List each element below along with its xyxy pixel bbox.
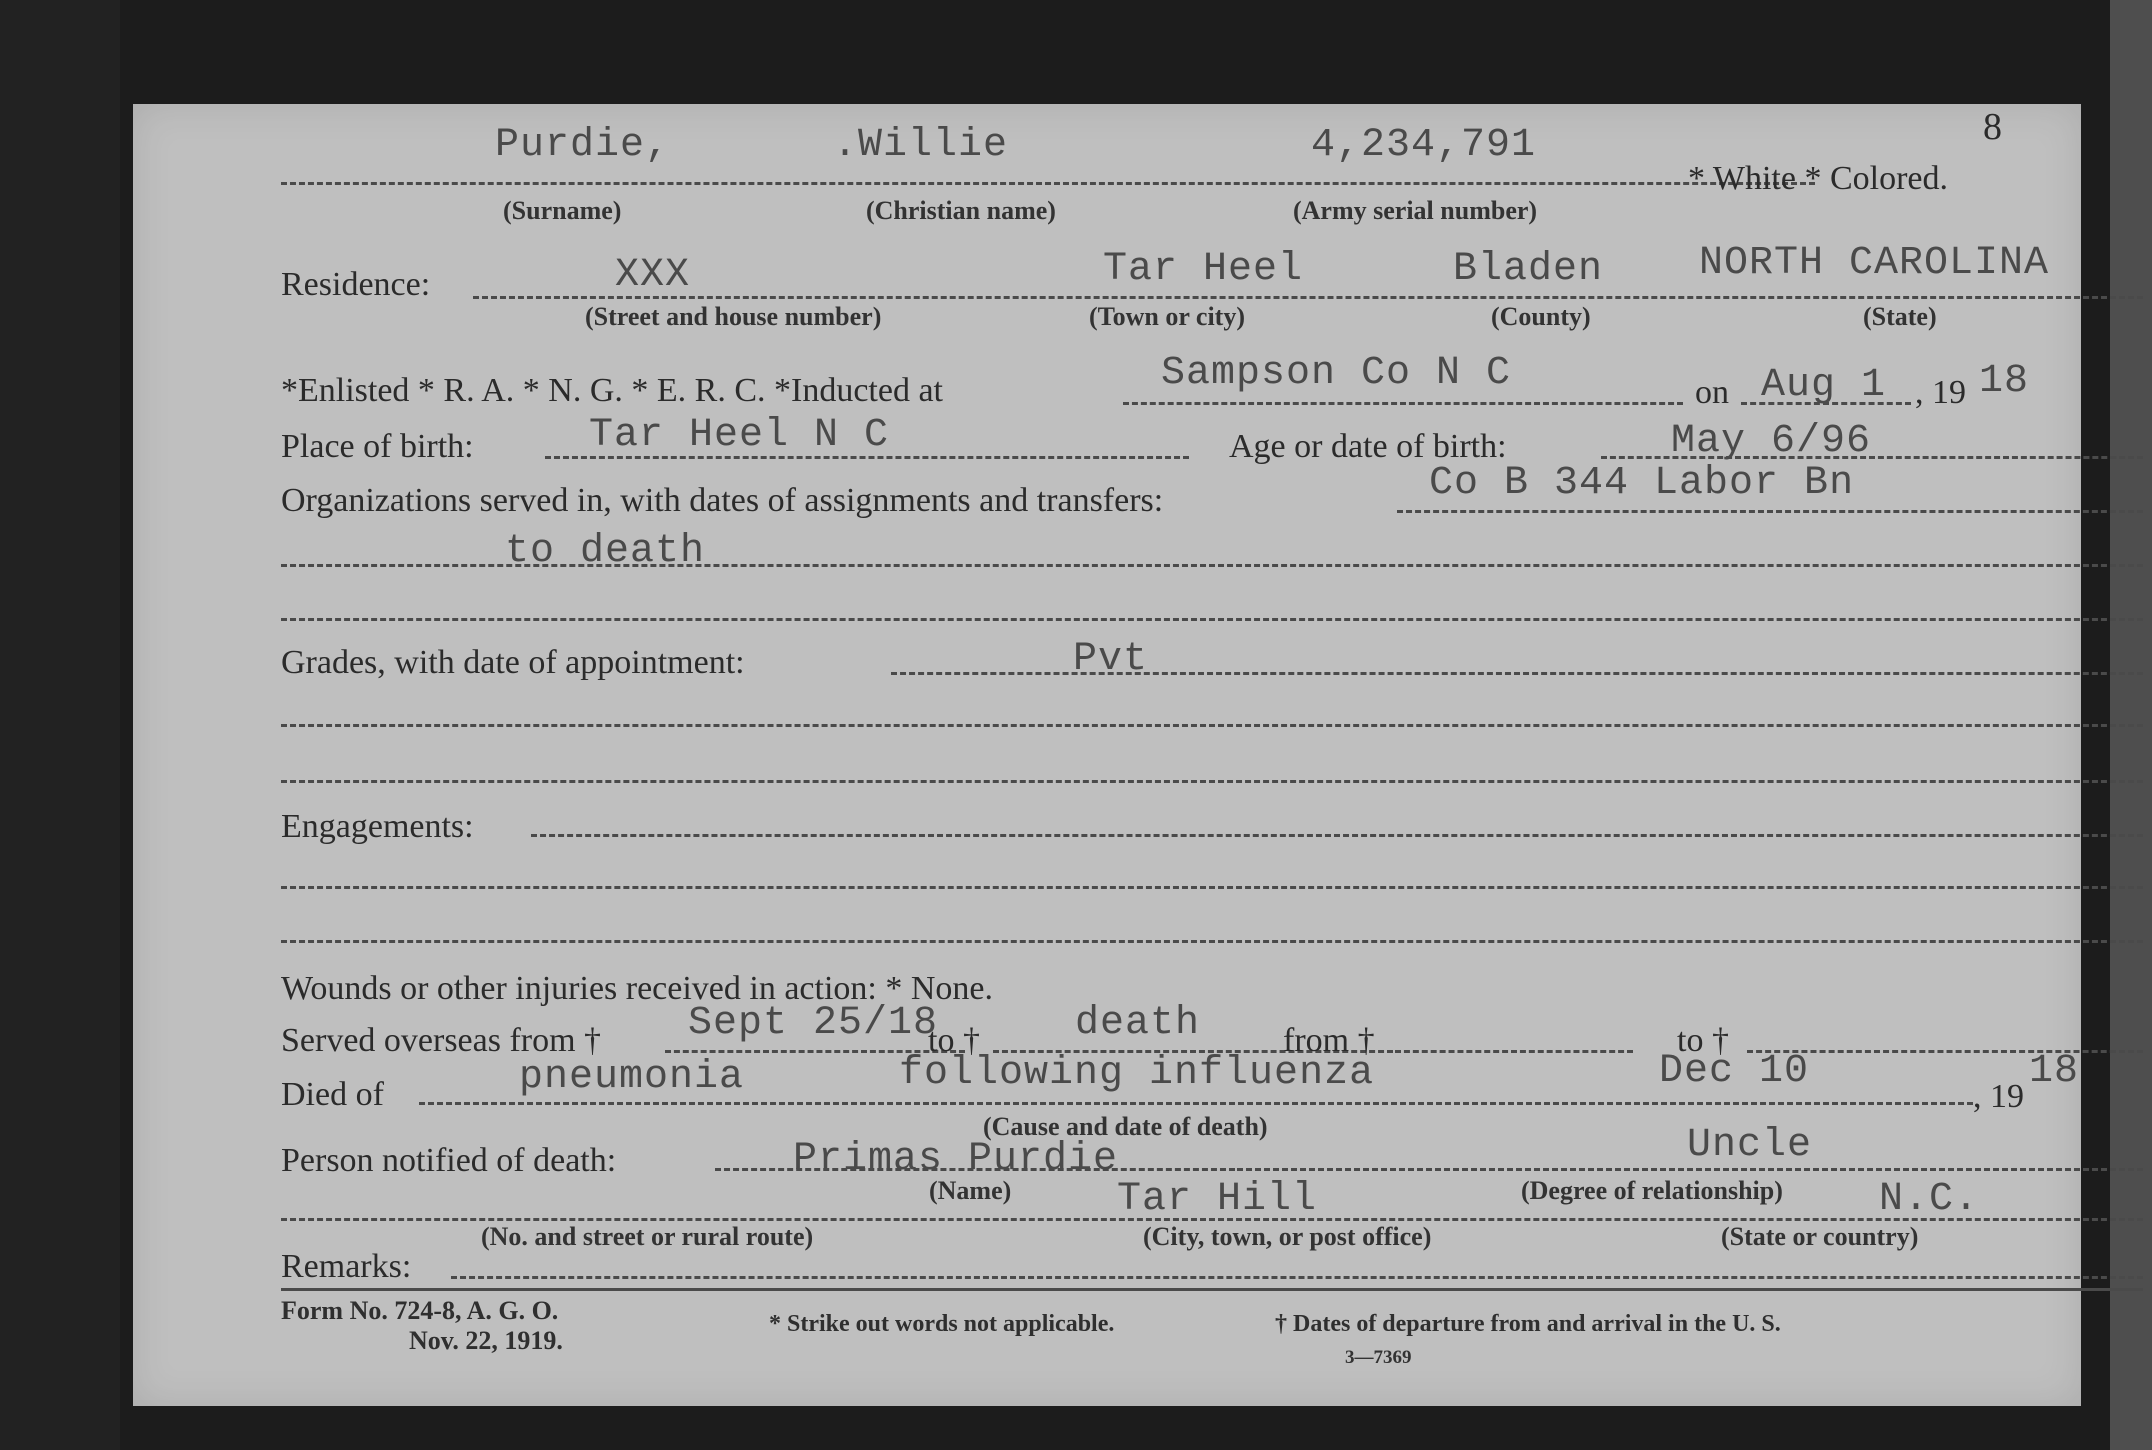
cause-caption: (Cause and date of death) — [983, 1112, 1268, 1141]
serial-caption: (Army serial number) — [1293, 196, 1538, 225]
county-caption: (County) — [1491, 302, 1591, 331]
organizations-label: Organizations served in, with dates of assignments and transfers: — [281, 482, 1164, 519]
street-route-caption: (No. and street or rural route) — [481, 1222, 814, 1251]
place-of-birth-value: Tar Heel N C — [589, 413, 890, 458]
grades-value: Pvt — [1073, 637, 1149, 682]
death-date: Dec 10 — [1659, 1049, 1810, 1094]
race-options: * White * Colored. — [1688, 160, 1948, 197]
enlistment-year-suffix: 18 — [1979, 359, 2030, 404]
town-caption: (Town or city) — [1089, 302, 1245, 331]
serial-number-value: 4,234,791 — [1311, 123, 1537, 168]
inducted-at-line — [1123, 402, 1683, 405]
residence-town: Tar Heel — [1103, 247, 1304, 292]
residence-label: Residence: — [281, 266, 431, 303]
death-cause-2: following influenza — [899, 1051, 1375, 1096]
overseas-to-label: to † — [928, 1022, 980, 1059]
death-cause-1: pneumonia — [519, 1055, 745, 1100]
overseas-label: Served overseas from † — [281, 1022, 602, 1059]
enlistment-label: *Enlisted * R. A. * N. G. * E. R. C. *Inducted at — [281, 372, 944, 409]
age-label: Age or date of birth: — [1229, 428, 1507, 465]
relationship-caption: (Degree of relationship) — [1521, 1176, 1783, 1205]
notified-state: N.C. — [1879, 1177, 1980, 1222]
christian-name-value: .Willie — [833, 123, 1009, 168]
date-of-birth-value: May 6/96 — [1671, 419, 1872, 464]
grades-label: Grades, with date of appointment: — [281, 644, 745, 681]
overseas-to-value: death — [1075, 1001, 1201, 1046]
form-date: Nov. 22, 1919. — [409, 1326, 563, 1355]
name-caption: (Name) — [929, 1176, 1012, 1205]
christian-name-caption: (Christian name) — [866, 196, 1056, 225]
death-year-suffix: 18 — [2029, 1049, 2080, 1094]
surname-caption: (Surname) — [503, 196, 622, 225]
remarks-line-2 — [281, 1288, 2143, 1291]
state-caption: (State) — [1863, 302, 1937, 331]
left-shadow — [0, 0, 120, 1450]
surname-value: Purdie, — [495, 123, 671, 168]
remarks-label: Remarks: — [281, 1248, 412, 1285]
notified-label: Person notified of death: — [281, 1142, 617, 1179]
organizations-line-1 — [1397, 510, 2143, 513]
grades-line-3 — [281, 780, 2143, 783]
died-of-line — [419, 1102, 1973, 1105]
notified-city: Tar Hill — [1117, 1177, 1318, 1222]
form-number: Form No. 724-8, A. G. O. — [281, 1296, 559, 1325]
residence-county: Bladen — [1453, 247, 1604, 292]
organizations-value-1: Co B 344 Labor Bn — [1429, 461, 1855, 506]
overseas-from-value: Sept 25/18 — [688, 1001, 939, 1046]
enlistment-date: Aug 1 — [1761, 363, 1887, 408]
place-of-birth-label: Place of birth: — [281, 428, 474, 465]
service-record-card — [133, 104, 2081, 1406]
enlistment-year-prefix: , 19 — [1915, 374, 1966, 411]
residence-line — [473, 296, 2143, 299]
notified-name: Primas Purdie — [793, 1137, 1119, 1182]
street-caption: (Street and house number) — [585, 302, 882, 331]
remarks-line-1 — [451, 1276, 2143, 1279]
engagements-line-2 — [281, 886, 2143, 889]
overseas-from2-label: from † — [1283, 1022, 1375, 1059]
residence-state: NORTH CAROLINA — [1699, 241, 2050, 286]
wounds-label: Wounds or other injuries received in action: * None. — [281, 970, 994, 1007]
engagements-label: Engagements: — [281, 808, 474, 845]
overseas-from2-line — [1395, 1050, 1633, 1053]
print-code: 3—7369 — [1345, 1347, 1412, 1368]
died-of-label: Died of — [281, 1076, 384, 1113]
strike-note: * Strike out words not applicable. — [769, 1311, 1115, 1337]
on-label: on — [1695, 374, 1729, 411]
residence-street: XXX — [615, 253, 691, 298]
dates-note: † Dates of departure from and arrival in the U. S. — [1275, 1311, 1781, 1337]
notified-relationship: Uncle — [1687, 1123, 1813, 1168]
state-country-caption: (State or country) — [1721, 1222, 1919, 1251]
death-year-prefix: , 19 — [1973, 1078, 2024, 1115]
grades-line-2 — [281, 724, 2143, 727]
card-number: 8 — [1983, 106, 2002, 148]
engagements-line-3 — [281, 940, 2143, 943]
inducted-at-value: Sampson Co N C — [1161, 351, 1512, 396]
engagements-line-1 — [531, 834, 2143, 837]
organizations-value-2: to death — [505, 529, 706, 574]
organizations-line-3 — [281, 618, 2143, 621]
city-caption: (City, town, or post office) — [1143, 1222, 1432, 1251]
name-line — [281, 182, 1815, 185]
notified-address-line — [281, 1218, 2143, 1221]
notified-relationship-line — [1237, 1168, 2143, 1171]
overseas-to2-label: to † — [1677, 1022, 1729, 1059]
